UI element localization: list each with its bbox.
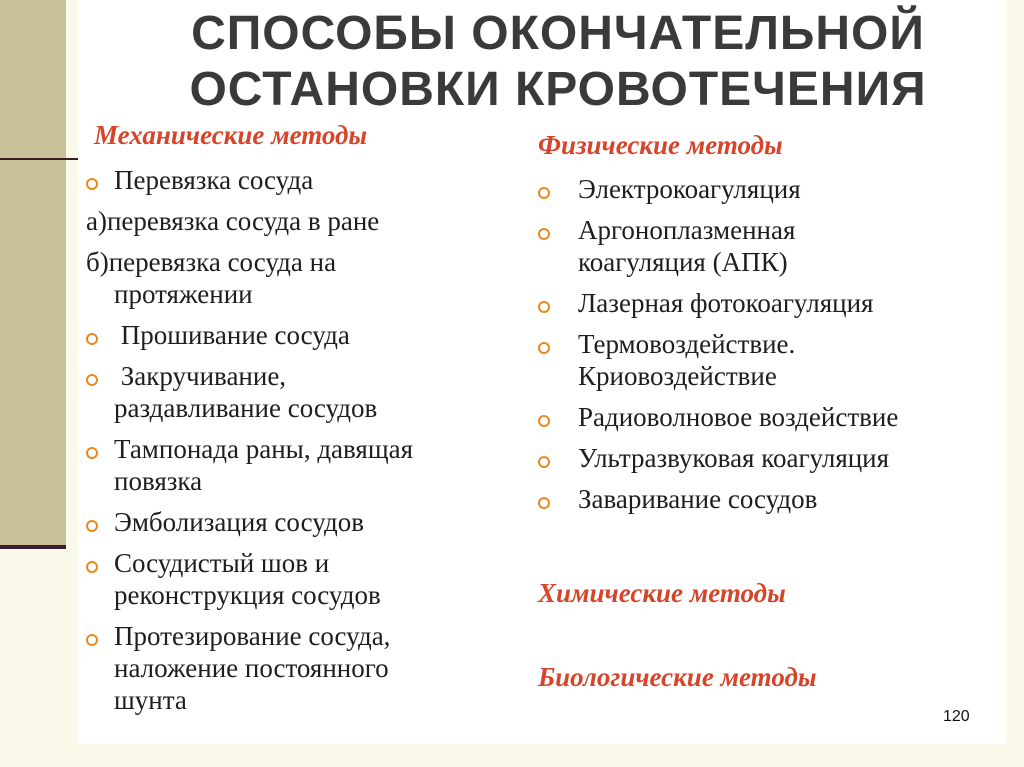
bullet-icon xyxy=(86,634,98,646)
list-item: Криовоздействие xyxy=(578,361,777,391)
list-item: Ультразвуковая коагуляция xyxy=(538,442,998,474)
list-item: Электрокоагуляция xyxy=(538,173,998,205)
bullet-icon xyxy=(538,415,550,427)
page-number: 120 xyxy=(943,708,970,725)
list-item: повязка xyxy=(114,466,203,496)
bullet-icon xyxy=(86,561,98,573)
list-item: Аргоноплазменная xyxy=(538,214,998,246)
mechanical-list xyxy=(86,164,516,716)
title-line-2: ОСТАНОВКИ КРОВОТЕЧЕНИЯ xyxy=(189,63,927,116)
list-item: Лазерная фотокоагуляция xyxy=(538,287,998,319)
list-item: раздавливание сосудов xyxy=(114,393,378,423)
list-item: протяжении xyxy=(114,279,253,309)
bullet-icon xyxy=(538,187,550,199)
bullet-icon xyxy=(86,178,98,190)
list-item: Прошивание сосуда xyxy=(86,319,516,351)
list-item: Тампонада раны, давящая xyxy=(86,433,516,465)
list-item: Заваривание сосудов xyxy=(538,483,998,515)
mechanical-heading: Механические методы xyxy=(94,120,368,150)
list-item: наложение постоянного xyxy=(114,653,389,683)
list-item: Эмболизация сосудов xyxy=(86,506,516,538)
bullet-icon xyxy=(538,456,550,468)
list-item: Закручивание, xyxy=(86,360,516,392)
chemical-heading: Химические методы xyxy=(538,578,786,608)
list-item: Термовоздействие. xyxy=(538,328,998,360)
slide xyxy=(78,0,1006,744)
bullet-icon xyxy=(538,228,550,240)
list-item: б)перевязка сосуда на xyxy=(86,247,337,277)
decor-rule-top xyxy=(0,158,80,160)
slide-title xyxy=(148,6,968,118)
bullet-icon xyxy=(86,333,98,345)
bullet-icon xyxy=(538,342,550,354)
list-item: коагуляция (АПК) xyxy=(578,247,788,277)
bullet-icon xyxy=(86,520,98,532)
side-decor-bar xyxy=(0,0,66,548)
list-item: реконструкция сосудов xyxy=(114,580,381,610)
decor-rule-bottom xyxy=(0,545,66,549)
title-line-1: СПОСОБЫ ОКОНЧАТЕЛЬНОЙ xyxy=(191,7,925,60)
physical-list xyxy=(538,173,998,515)
biological-heading: Биологические методы xyxy=(538,662,817,692)
physical-heading: Физические методы xyxy=(538,130,783,160)
bullet-icon xyxy=(86,374,98,386)
list-item: а)перевязка сосуда в ране xyxy=(86,206,380,236)
bullet-icon xyxy=(86,447,98,459)
list-item: Перевязка сосуда xyxy=(86,164,516,196)
bullet-icon xyxy=(538,301,550,313)
bullet-icon xyxy=(538,497,550,509)
list-item: Сосудистый шов и xyxy=(86,547,516,579)
list-item: Радиоволновое воздействие xyxy=(538,401,998,433)
list-item: шунта xyxy=(114,685,187,715)
list-item: Протезирование сосуда, xyxy=(86,620,516,652)
